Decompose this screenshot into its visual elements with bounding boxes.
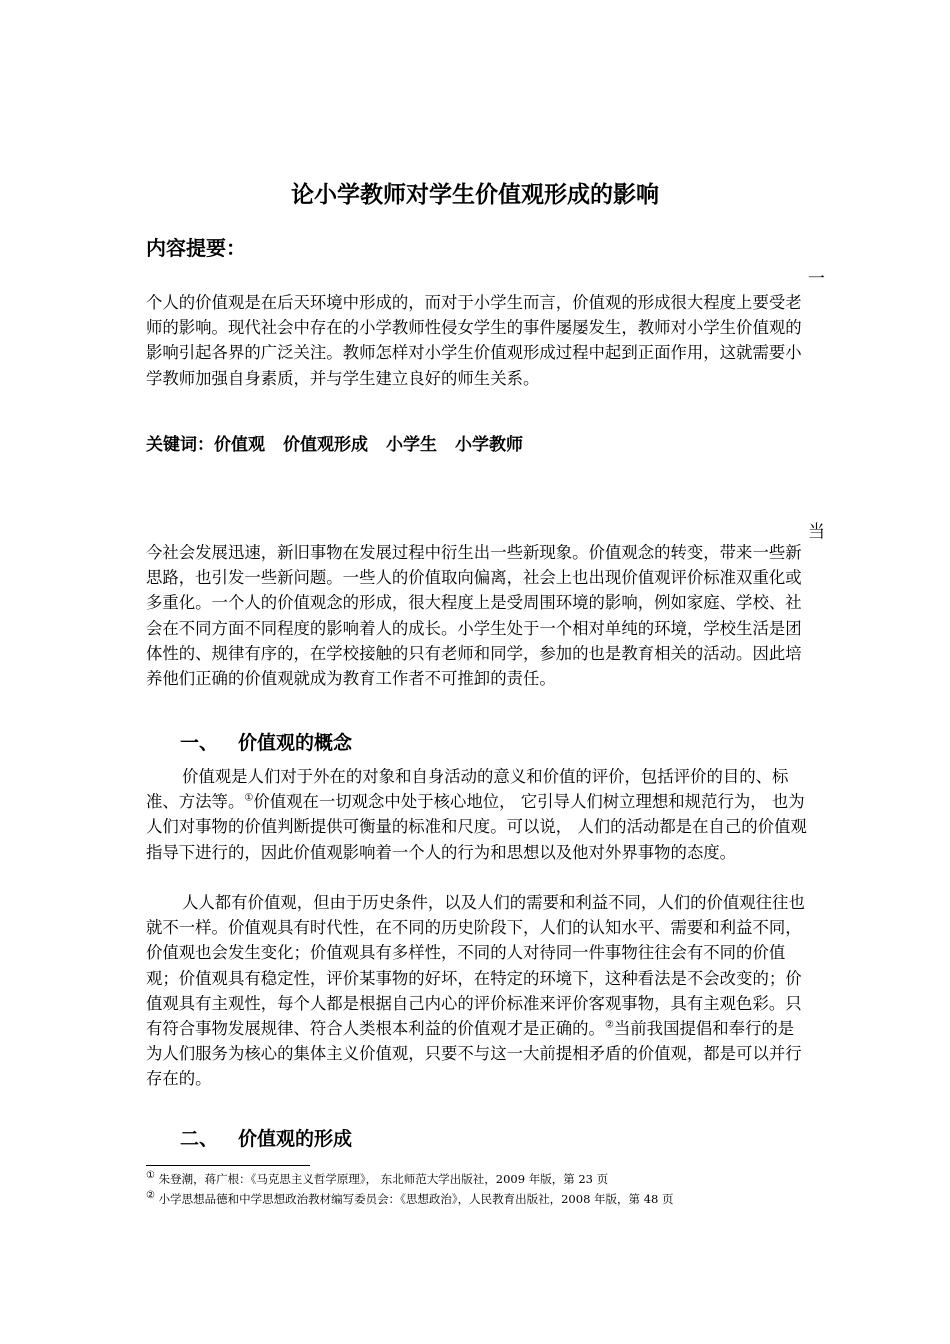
footnote-ref[interactable]: ① [244,792,254,804]
section-1-title: 价值观的概念 [238,732,353,754]
section-1-paragraph-2: 人人都有价值观，但由于历史条件，以及人们的需要和利益不同，人们的价值观往往也就不一样。价值观具有时代性，在不同的历史阶段下，人们的认知水平、需要和利益不同，价值观也会发生变化；价值观具有多样性，不同的人对待同一件事物往往会有不同的价值观；价值观具有稳定性，评价某事物的好坏，在特定的环境下，这种看法是不会改变的；价值观具有主观性，每个人都是根据自己内心的评价标准来评价客观事物，具有主观色彩。只有符合事物发展规律、符合人类根本利益的价值观才是正确的。②当前我国提倡和奉行的是为人们服务为核心的集体主义价值观，只要不与这一大前提相矛盾的价值观，都是可以并行存在的。 [146,893,805,1089]
keywords-line [146,430,523,455]
keyword-item: 小学教师 [455,435,523,455]
document-title: 论小学教师对学生价值观形成的影响 [291,182,659,208]
section-2-heading [180,1124,352,1151]
footnote-divider [146,1165,310,1166]
footnote-2: ② 小学思想品德和中学思想政治教材编写委员会：《思想政治》，人民教育出版社，2008 年版，第 48 页 [146,1190,674,1206]
footnote-ref[interactable]: ② [604,1019,614,1031]
footnote-1: ① 朱登潮，蒋广根：《马克思主义哲学原理》， 东北师范大学出版社，2009 年版，第 23 页 [146,1170,609,1186]
abstract-heading: 内容提要： [146,236,246,260]
section-2-title: 价值观的形成 [238,1128,353,1150]
keyword-item: 价值观形成 [283,435,368,455]
intro-drop-char: 当 [808,522,825,542]
footnote-mark: ① [146,1170,155,1182]
abstract-text: 个人的价值观是在后天环境中形成的，而对于小学生而言，价值观的形成很大程度上要受老师的影响。现代社会中存在的小学教师性侵女学生的事件屡屡发生，教师对小学生价值观的影响引起各界的广泛关注。教师怎样对小学生价值观形成过程中起到正面作用，这就需要小学教师加强自身素质，并与学生建立良好的师生关系。 [146,293,802,388]
section-1-heading [180,728,352,755]
section-2-number: 二、 [180,1128,219,1150]
keywords-label: 关键词： [146,435,214,455]
section-1-paragraph-1: 价值观是人们对于外在的对象和自身活动的意义和价值的评价，包括评价的目的、标准、方法等。①价值观在一切观念中处于核心地位， 它引导人们树立理想和规范行为， 也为人们对事物的价值判断提供可衡量的标准和尺度。可以说， 人们的活动都是在自己的价值观指导下进行的，因此价值观影响着一个人的行为和思想以及他对外界事物的态度。 [146,767,807,862]
keyword-item: 小学生 [386,435,437,455]
keyword-item: 价值观 [214,435,265,455]
section-1-number: 一、 [180,732,219,754]
footnote-mark: ② [146,1190,155,1202]
intro-text: 今社会发展迅速，新旧事物在发展过程中衍生出一些新现象。价值观念的转变，带来一些新思路，也引发一些新问题。一些人的价值取向偏离，社会上也出现价值观评价标准双重化或多重化。一个人的价值观念的形成，很大程度上是受周围环境的影响，例如家庭、学校、社会在不同方面不同程度的影响着人的成长。小学生处于一个相对单纯的环境，学校生活是团体性的、规律有序的，在学校接触的只有老师和同学，参加的也是教育相关的活动。因此培养他们正确的价值观就成为教育工作者不可推卸的责任。 [146,543,802,689]
abstract-drop-char: 一 [808,269,825,289]
